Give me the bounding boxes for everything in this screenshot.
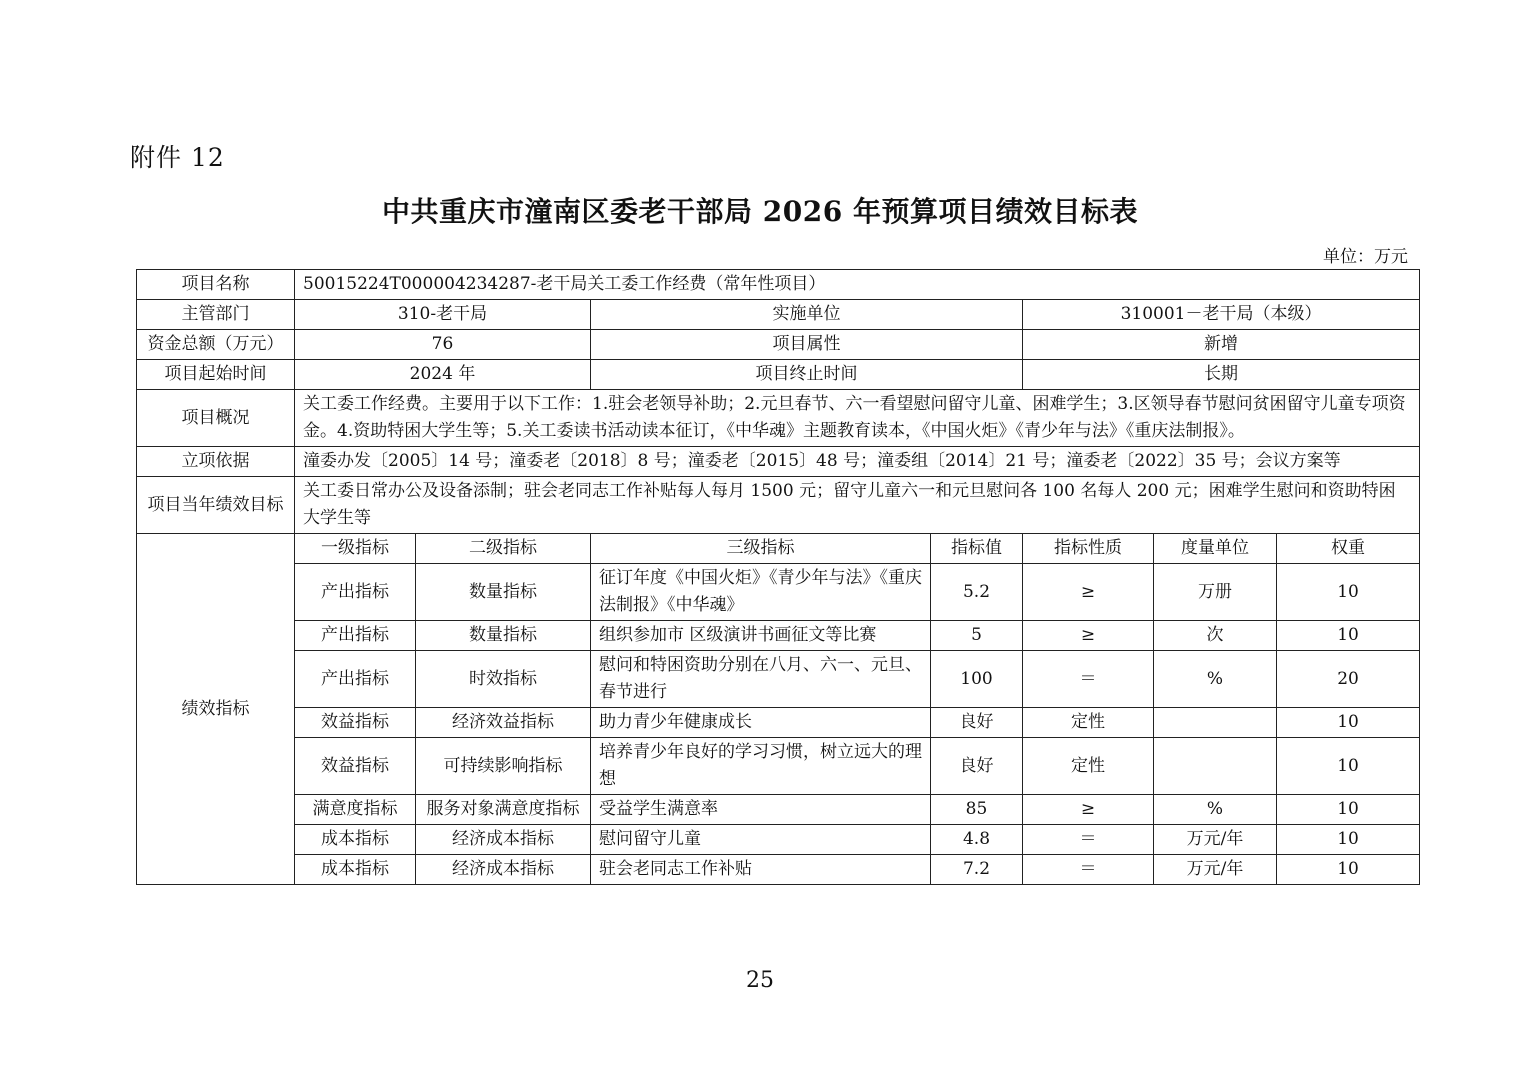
start-value: 2024 年 bbox=[295, 360, 591, 390]
table-row bbox=[137, 390, 1420, 447]
unit-cell bbox=[1154, 738, 1277, 795]
indicator-header-row bbox=[137, 534, 1420, 564]
level1-cell: 产出指标 bbox=[295, 564, 416, 621]
value-cell: 7.2 bbox=[931, 855, 1023, 885]
level3-cell: 驻会老同志工作补贴 bbox=[591, 855, 931, 885]
weight-cell: 10 bbox=[1277, 855, 1420, 885]
performance-goal-table bbox=[136, 269, 1420, 885]
level1-cell: 成本指标 bbox=[295, 825, 416, 855]
header-level2: 二级指标 bbox=[416, 534, 591, 564]
level3-cell: 培养青少年良好的学习习惯，树立远大的理想 bbox=[591, 738, 931, 795]
level3-cell: 慰问和特困资助分别在八月、六一、元旦、春节进行 bbox=[591, 651, 931, 708]
end-value: 长期 bbox=[1023, 360, 1420, 390]
dept-label: 主管部门 bbox=[137, 300, 295, 330]
level3-cell: 组织参加市 区级演讲书画征文等比赛 bbox=[591, 621, 931, 651]
level3-cell: 受益学生满意率 bbox=[591, 795, 931, 825]
header-weight: 权重 bbox=[1277, 534, 1420, 564]
fund-label: 资金总额（万元） bbox=[137, 330, 295, 360]
level1-cell: 产出指标 bbox=[295, 651, 416, 708]
value-cell: 良好 bbox=[931, 708, 1023, 738]
attachment-label: 附件 12 bbox=[130, 143, 225, 172]
nature-cell: ＝ bbox=[1023, 855, 1154, 885]
level3-cell: 慰问留守儿童 bbox=[591, 825, 931, 855]
nature-cell: 定性 bbox=[1023, 708, 1154, 738]
level2-cell: 经济成本指标 bbox=[416, 855, 591, 885]
start-label: 项目起始时间 bbox=[137, 360, 295, 390]
fund-value: 76 bbox=[295, 330, 591, 360]
table-row bbox=[137, 330, 1420, 360]
header-nature: 指标性质 bbox=[1023, 534, 1154, 564]
value-cell: 4.8 bbox=[931, 825, 1023, 855]
weight-cell: 10 bbox=[1277, 738, 1420, 795]
level2-cell: 经济成本指标 bbox=[416, 825, 591, 855]
level3-cell: 助力青少年健康成长 bbox=[591, 708, 931, 738]
unit-cell bbox=[1154, 708, 1277, 738]
weight-cell: 10 bbox=[1277, 825, 1420, 855]
level1-cell: 成本指标 bbox=[295, 855, 416, 885]
value-cell: 良好 bbox=[931, 738, 1023, 795]
value-cell: 85 bbox=[931, 795, 1023, 825]
header-level3: 三级指标 bbox=[591, 534, 931, 564]
header-unit: 度量单位 bbox=[1154, 534, 1277, 564]
unit-cell: 次 bbox=[1154, 621, 1277, 651]
weight-cell: 20 bbox=[1277, 651, 1420, 708]
overview-label: 项目概况 bbox=[137, 390, 295, 447]
table-row bbox=[137, 270, 1420, 300]
unit-cell: 万元/年 bbox=[1154, 855, 1277, 885]
unit-cell: 万册 bbox=[1154, 564, 1277, 621]
level2-cell: 经济效益指标 bbox=[416, 708, 591, 738]
impl-value: 310001－老干局（本级） bbox=[1023, 300, 1420, 330]
level1-cell: 满意度指标 bbox=[295, 795, 416, 825]
nature-cell: ＝ bbox=[1023, 651, 1154, 708]
level1-cell: 产出指标 bbox=[295, 621, 416, 651]
level2-cell: 可持续影响指标 bbox=[416, 738, 591, 795]
weight-cell: 10 bbox=[1277, 795, 1420, 825]
level1-cell: 效益指标 bbox=[295, 738, 416, 795]
attr-value: 新增 bbox=[1023, 330, 1420, 360]
value-cell: 5.2 bbox=[931, 564, 1023, 621]
indicator-row bbox=[137, 651, 1420, 708]
attr-label: 项目属性 bbox=[591, 330, 1023, 360]
table-row bbox=[137, 477, 1420, 534]
nature-cell: ≥ bbox=[1023, 564, 1154, 621]
weight-cell: 10 bbox=[1277, 621, 1420, 651]
nature-cell: 定性 bbox=[1023, 738, 1154, 795]
goal-label: 项目当年绩效目标 bbox=[137, 477, 295, 534]
table-row bbox=[137, 360, 1420, 390]
header-level1: 一级指标 bbox=[295, 534, 416, 564]
project-name-label: 项目名称 bbox=[137, 270, 295, 300]
table-row bbox=[137, 300, 1420, 330]
table-row bbox=[137, 447, 1420, 477]
level3-cell: 征订年度《中国火炬》《青少年与法》《重庆法制报》《中华魂》 bbox=[591, 564, 931, 621]
weight-cell: 10 bbox=[1277, 564, 1420, 621]
level2-cell: 服务对象满意度指标 bbox=[416, 795, 591, 825]
unit-cell: % bbox=[1154, 651, 1277, 708]
level2-cell: 数量指标 bbox=[416, 621, 591, 651]
project-name-value: 50015224T000004234287-老干局关工委工作经费（常年性项目） bbox=[295, 270, 1420, 300]
indicator-row bbox=[137, 564, 1420, 621]
end-label: 项目终止时间 bbox=[591, 360, 1023, 390]
nature-cell: ≥ bbox=[1023, 795, 1154, 825]
goal-value: 关工委日常办公及设备添制；驻会老同志工作补贴每人每月 1500 元；留守儿童六一和元旦慰问各 100 名每人 200 元；困难学生慰问和资助特困大学生等 bbox=[295, 477, 1420, 534]
level2-cell: 数量指标 bbox=[416, 564, 591, 621]
level2-cell: 时效指标 bbox=[416, 651, 591, 708]
overview-value: 关工委工作经费。主要用于以下工作：1.驻会老领导补助；2.元旦春节、六一看望慰问留守儿童、困难学生；3.区领导春节慰问贫困留守儿童专项资金。4.资助特困大学生等；5.关工委读书活动读本征订，《中华魂》主题教育读本，《中国火炬》《青少年与法》《重庆法制报》。 bbox=[295, 390, 1420, 447]
indicator-row bbox=[137, 795, 1420, 825]
weight-cell: 10 bbox=[1277, 708, 1420, 738]
impl-label: 实施单位 bbox=[591, 300, 1023, 330]
indicator-section-label: 绩效指标 bbox=[137, 534, 295, 885]
nature-cell: ≥ bbox=[1023, 621, 1154, 651]
indicator-row bbox=[137, 825, 1420, 855]
unit-label: 单位：万元 bbox=[1323, 247, 1408, 267]
unit-cell: 万元/年 bbox=[1154, 825, 1277, 855]
indicator-row bbox=[137, 708, 1420, 738]
indicator-row bbox=[137, 621, 1420, 651]
basis-value: 潼委办发〔2005〕14 号；潼委老〔2018〕8 号；潼委老〔2015〕48 号；潼委组〔2014〕21 号；潼委老〔2022〕35 号；会议方案等 bbox=[295, 447, 1420, 477]
document-title: 中共重庆市潼南区委老干部局 2026 年预算项目绩效目标表 bbox=[382, 195, 1138, 228]
indicator-row bbox=[137, 738, 1420, 795]
value-cell: 5 bbox=[931, 621, 1023, 651]
header-value: 指标值 bbox=[931, 534, 1023, 564]
value-cell: 100 bbox=[931, 651, 1023, 708]
level1-cell: 效益指标 bbox=[295, 708, 416, 738]
nature-cell: ＝ bbox=[1023, 825, 1154, 855]
page-number: 25 bbox=[746, 968, 774, 993]
basis-label: 立项依据 bbox=[137, 447, 295, 477]
indicator-row bbox=[137, 855, 1420, 885]
dept-value: 310-老干局 bbox=[295, 300, 591, 330]
unit-cell: % bbox=[1154, 795, 1277, 825]
